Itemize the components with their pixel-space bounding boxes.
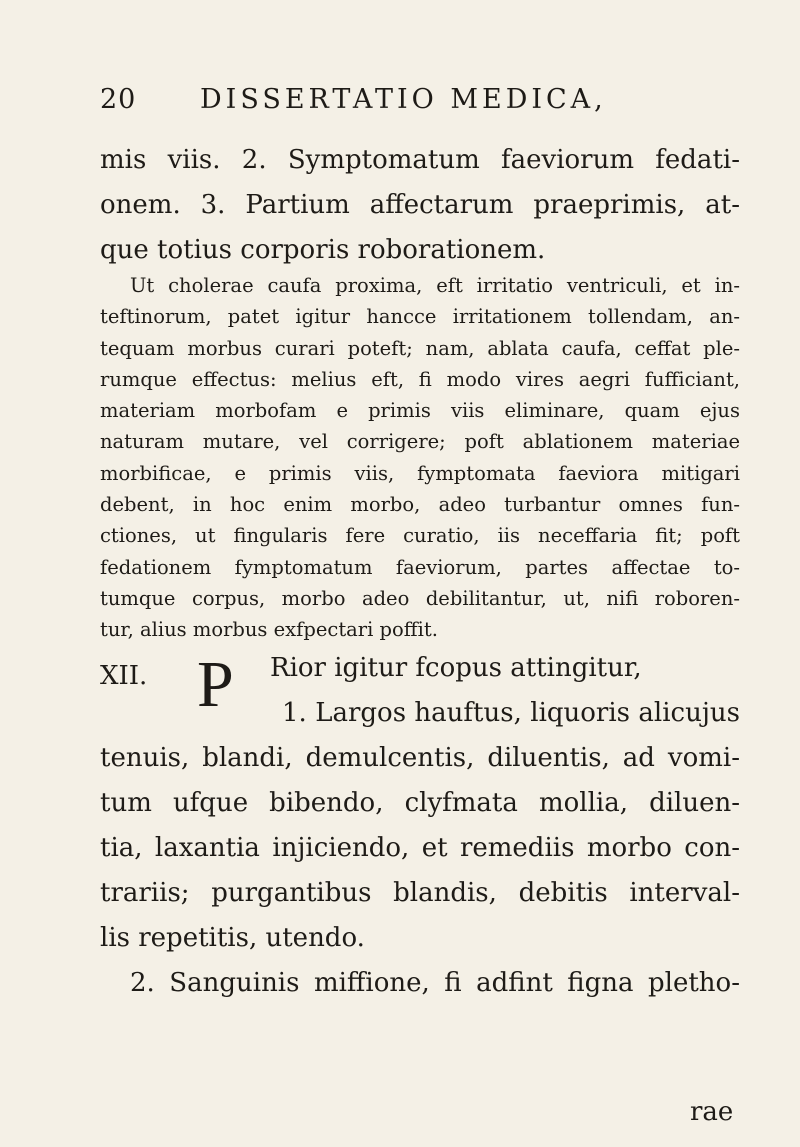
text-line: lis repetitis, utendo. — [100, 923, 365, 953]
catchword: rae — [690, 1097, 734, 1127]
paragraph-2 — [100, 270, 740, 646]
text-line: tur, alius morbus exfpectari poffit. — [100, 618, 438, 642]
text-line: onem. 3. Partium affectarum praeprimis, at- — [100, 190, 740, 220]
text-line: tenuis, blandi, demulcentis, diluentis, ad vomi- — [100, 743, 740, 773]
text-line: debent, in hoc enim morbo, adeo turbantur omnes fun- — [100, 493, 740, 517]
text-line: 1. Largos hauftus, liquoris alicujus — [282, 698, 740, 728]
text-line: fedationem fymptomatum faeviorum, partes affectae to- — [100, 555, 740, 579]
text-line: tia, laxantia injiciendo, et remediis morbo con- — [100, 833, 740, 863]
text-line: tum ufque bibendo, clyfmata mollia, diluen- — [100, 788, 740, 818]
text-line: tumque corpus, morbo adeo debilitantur, ut, nifi roboren- — [100, 586, 740, 610]
page-number: 20 — [100, 84, 137, 115]
text-line: que totius corporis roborationem. — [100, 235, 546, 265]
text-line: tequam morbus curari poteft; nam, ablata caufa, ceffat ple- — [100, 336, 740, 360]
section-number: XII. — [100, 661, 148, 691]
running-title: DISSERTATIO MEDICA, — [200, 84, 607, 115]
text-line: 2. Sanguinis miffione, fi adfint figna pletho- — [130, 968, 740, 998]
paragraph-1 — [100, 138, 740, 273]
text-line: naturam mutare, vel corrigere; poft ablationem materiae — [100, 430, 740, 454]
text-line: mis viis. 2. Symptomatum faeviorum fedati- — [100, 145, 740, 175]
page-header — [100, 84, 790, 124]
drop-cap: P — [197, 648, 234, 721]
text-line: morbificae, e primis viis, fymptomata faeviora mitigari — [100, 461, 740, 485]
text-line: materiam morbofam e primis viis eliminare, quam ejus — [100, 399, 740, 423]
text-line: rumque effectus: melius eft, fi modo vires aegri fufficiant, — [100, 367, 740, 391]
text-line: teftinorum, patet igitur hancce irritationem tollendam, an- — [100, 305, 740, 329]
text-line: ctiones, ut fingularis fere curatio, iis neceffaria fit; poft — [100, 524, 740, 548]
text-line: trariis; purgantibus blandis, debitis interval- — [100, 878, 740, 908]
text-line: Ut cholerae caufa proxima, eft irritatio ventriculi, et in- — [130, 274, 740, 297]
text-line: Rior igitur fcopus attingitur, — [270, 653, 642, 683]
section-xii-body — [100, 736, 740, 1006]
section-xii-opening — [270, 646, 740, 736]
